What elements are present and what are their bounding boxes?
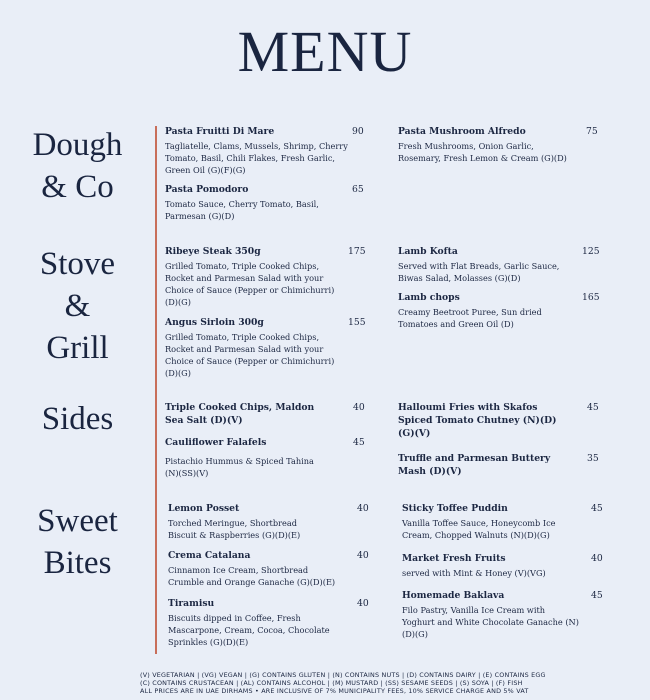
menu-item xyxy=(398,291,608,330)
item-price: 45 xyxy=(587,402,599,413)
item-price: 90 xyxy=(352,126,364,137)
item-price: 165 xyxy=(582,292,600,303)
item-price: 35 xyxy=(587,453,599,464)
item-price: 40 xyxy=(591,553,603,564)
item-name: Crema Catalana xyxy=(168,550,251,561)
legend-line: (V) VEGETARIAN | (VG) VEGAN | (G) CONTAINS GLUTEN | (N) CONTAINS NUTS | (D) CONTAINS DAIRY | (E) CONTAINS EGG xyxy=(140,671,546,679)
menu-item xyxy=(165,245,370,308)
item-name: Pasta Mushroom Alfredo xyxy=(398,126,526,137)
item-name: Angus Sirloin 300g xyxy=(165,317,264,328)
menu-item xyxy=(168,549,373,588)
menu-item xyxy=(398,401,608,440)
item-price: 40 xyxy=(357,598,369,609)
menu-item xyxy=(165,125,370,176)
item-price: 75 xyxy=(586,126,598,137)
item-name: Lamb Kofta xyxy=(398,246,458,257)
item-name: Pasta Fruitti Di Mare xyxy=(165,126,275,137)
item-description: Grilled Tomato, Triple Cooked Chips, Rocket and Parmesan Salad with your Choice of Sauce (Pepper or Chimichurri) (D)(G) xyxy=(165,261,335,307)
item-description: Served with Flat Breads, Garlic Sauce, Biwas Salad, Molasses (G)(D) xyxy=(398,261,560,283)
page-title: MENU xyxy=(237,19,413,84)
menu-item xyxy=(165,436,375,479)
item-price: 45 xyxy=(591,503,603,514)
item-description: Vanilla Toffee Sauce, Honeycomb Ice Cream, Chopped Walnuts (N)(D)(G) xyxy=(402,518,556,540)
item-price: 40 xyxy=(357,550,369,561)
section-title-stove-grill xyxy=(10,243,145,369)
item-price: 40 xyxy=(357,503,369,514)
item-price: 45 xyxy=(591,590,603,601)
menu-item xyxy=(402,552,612,579)
item-name: Halloumi Fries with Skafos xyxy=(398,402,538,413)
item-description: Biscuits dipped in Coffee, Fresh Mascarpone, Cream, Cocoa, Chocolate Sprinkles (G)(D)(E) xyxy=(168,613,330,647)
menu-item xyxy=(402,589,617,640)
section-title-line: Grill xyxy=(46,330,109,366)
menu-item xyxy=(398,245,608,284)
menu-item xyxy=(168,502,373,541)
section-title-line: Sides xyxy=(41,401,114,437)
item-price: 45 xyxy=(353,437,365,448)
legend-line: (C) CONTAINS CRUSTACEAN | (AL) CONTAINS ALCOHOL | (M) MUSTARD | (SS) SESAME SEEDS | (S) SOYA | (F) FISH xyxy=(140,679,523,687)
item-description: Creamy Beetroot Puree, Sun dried Tomatoes and Green Oil (D) xyxy=(398,307,542,329)
section-title-line: Dough xyxy=(32,127,123,163)
item-price: 65 xyxy=(352,184,364,195)
item-name: Sticky Toffee Puddin xyxy=(402,503,508,514)
item-price: 155 xyxy=(348,317,366,328)
item-name: Truffle and Parmesan Buttery xyxy=(398,453,551,464)
menu-item xyxy=(398,452,608,478)
section-title-line: & xyxy=(64,288,91,324)
section-title-sides xyxy=(10,398,145,440)
item-price: 175 xyxy=(348,246,366,257)
item-description: Grilled Tomato, Triple Cooked Chips, Rocket and Parmesan Salad with your Choice of Sauce (Pepper or Chimichurri) (D)(G) xyxy=(165,332,335,378)
menu-item xyxy=(165,401,375,427)
item-description: Tomato Sauce, Cherry Tomato, Basil, Parmesan (G)(D) xyxy=(165,199,319,221)
dietary-legend xyxy=(140,671,640,695)
item-name: Tiramisu xyxy=(168,598,215,609)
item-name: Cauliflower Falafels xyxy=(165,437,267,448)
item-description: Torched Meringue, Shortbread Biscuit & Raspberries (G)(D)(E) xyxy=(168,518,301,540)
item-name: Lemon Posset xyxy=(168,503,240,514)
item-name-line: Spiced Tomato Chutney (N)(D) xyxy=(398,415,557,426)
item-name: Ribeye Steak 350g xyxy=(165,246,261,257)
item-description: Filo Pastry, Vanilla Ice Cream with Yoghurt and White Chocolate Ganache (N) (D)(G) xyxy=(402,605,579,639)
item-name-line: Mash (D)(V) xyxy=(398,466,462,477)
item-description: Tagliatelle, Clams, Mussels, Shrimp, Cherry Tomato, Basil, Chili Flakes, Fresh Garlic, Green Oil (G)(F)(G) xyxy=(165,141,348,175)
item-description: Cinnamon Ice Cream, Shortbread Crumble and Orange Ganache (G)(D)(E) xyxy=(168,565,336,587)
section-title-line: Bites xyxy=(43,545,112,581)
menu-item xyxy=(165,316,370,379)
item-name: Lamb chops xyxy=(398,292,460,303)
section-title-line: Sweet xyxy=(37,503,118,539)
menu-item xyxy=(402,502,612,541)
menu-item xyxy=(168,597,373,648)
item-name: Homemade Baklava xyxy=(402,590,505,601)
section-title-dough-co xyxy=(10,124,145,208)
item-name: Market Fresh Fruits xyxy=(402,553,506,564)
menu-item xyxy=(165,183,370,222)
section-title-line: & Co xyxy=(41,169,114,205)
item-name: Pasta Pomodoro xyxy=(165,184,249,195)
item-name-line: Sea Salt (D)(V) xyxy=(165,415,243,426)
legend-line: ALL PRICES ARE IN UAE DIRHAMS • ARE INCLUSIVE OF 7% MUNICIPALITY FEES, 10% SERVICE CHARGE AND 5% VAT xyxy=(140,687,529,695)
item-name: Triple Cooked Chips, Maldon xyxy=(165,402,315,413)
section-title-line: Stove xyxy=(39,246,116,282)
menu-item xyxy=(398,125,603,164)
divider-line xyxy=(155,126,157,654)
section-title-sweet-bites xyxy=(10,500,145,584)
item-description: Fresh Mushrooms, Onion Garlic, Rosemary, Fresh Lemon & Cream (G)(D) xyxy=(398,141,567,163)
item-description: Pistachio Hummus & Spiced Tahina (N)(SS)(V) xyxy=(165,456,314,478)
item-description: served with Mint & Honey (V)(VG) xyxy=(402,568,546,578)
item-price: 125 xyxy=(582,246,600,257)
item-price: 40 xyxy=(353,402,365,413)
item-name-line: (G)(V) xyxy=(398,428,431,439)
